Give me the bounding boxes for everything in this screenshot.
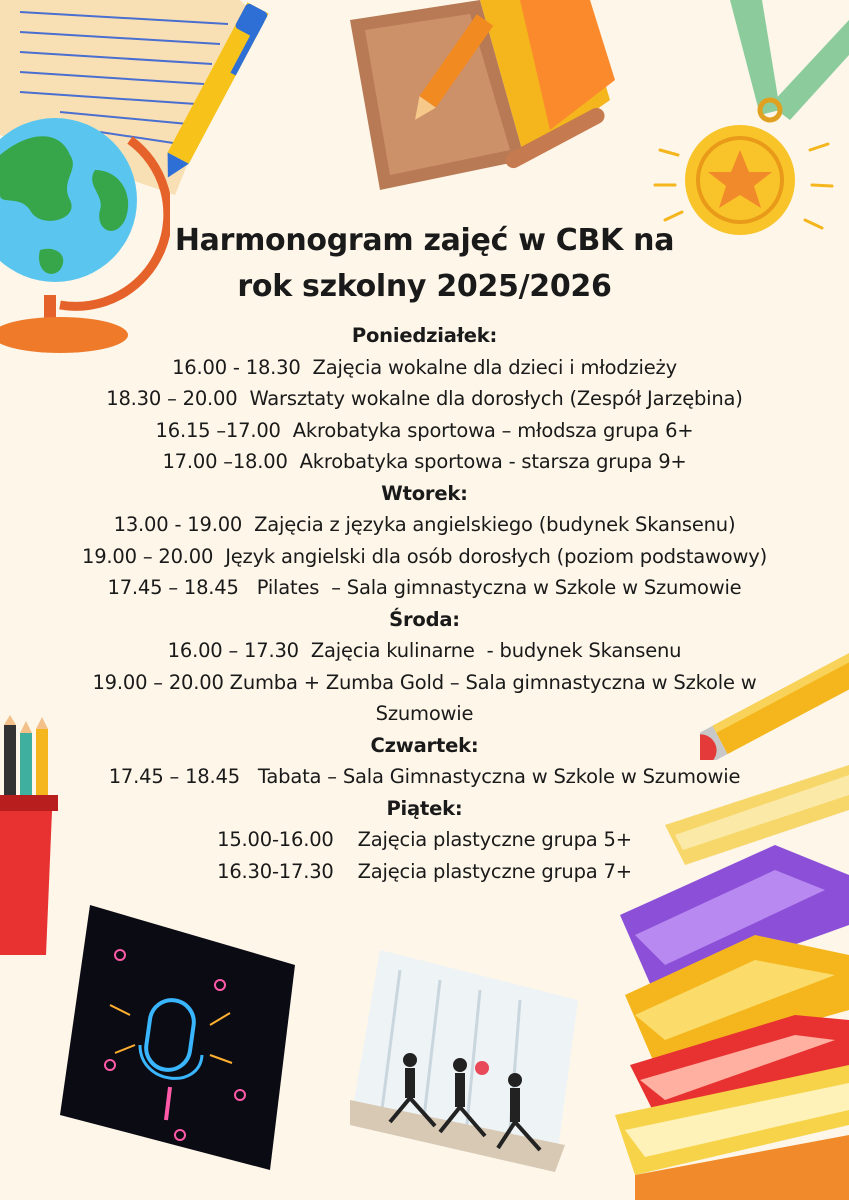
day-heading-tuesday: Wtorek: [381,481,468,505]
pencil-case-illustration [320,0,620,200]
fitness-class-image [350,950,580,1175]
schedule-entry: 16.00 – 17.30 Zajęcia kulinarne - budynek Skansenu [167,639,682,662]
pen-illustration [150,0,290,200]
schedule-entry: 18.30 – 20.00 Warsztaty wokalne dla dorosłych (Zespół Jarzębina) [106,387,743,410]
schedule-entry: 19.00 – 20.00 Język angielski dla osób dorosłych (poziom podstawowy) [82,544,767,568]
schedule-entry: 15.00-16.00 Zajęcia plastyczne grupa 5+ [217,828,632,851]
schedule-document [0,218,849,887]
day-heading-wednesday: Środa: [389,607,460,631]
schedule-entry: 16.00 - 18.30 Zajęcia wokalne dla dzieci i młodzieży [172,355,677,379]
schedule-entry: 17.45 – 18.45 Pilates – Sala gimnastyczna w Szkole w Szumowie [107,576,742,599]
schedule-entry: 17.00 –18.00 Akrobatyka sportowa - starsza grupa 9+ [162,450,687,473]
schedule-entry: 16.15 –17.00 Akrobatyka sportowa – młodsza grupa 6+ [155,418,694,442]
schedule-entry: 16.30-17.30 Zajęcia plastyczne grupa 7+ [217,859,632,883]
title-line-2: rok szkolny 2025/2026 [237,269,612,304]
day-heading-friday: Piątek: [386,796,463,820]
schedule-list [0,320,849,887]
page-title [0,218,849,310]
day-heading-monday: Poniedziałek: [351,324,498,347]
schedule-entry: 13.00 - 19.00 Zajęcia z języka angielskiego (budynek Skansenu) [113,513,736,536]
title-line-1: Harmonogram zajęć w CBK na [174,223,675,258]
schedule-entry: 17.45 – 18.45 Tabata – Sala Gimnastyczna w Szkole w Szumowie [108,765,741,788]
day-heading-thursday: Czwartek: [370,733,479,757]
schedule-entry: 19.00 – 20.00 Zumba + Zumba Gold – Sala gimnastyczna w Szkole w Szumowie [92,670,757,725]
microphone-neon-image [60,905,300,1175]
